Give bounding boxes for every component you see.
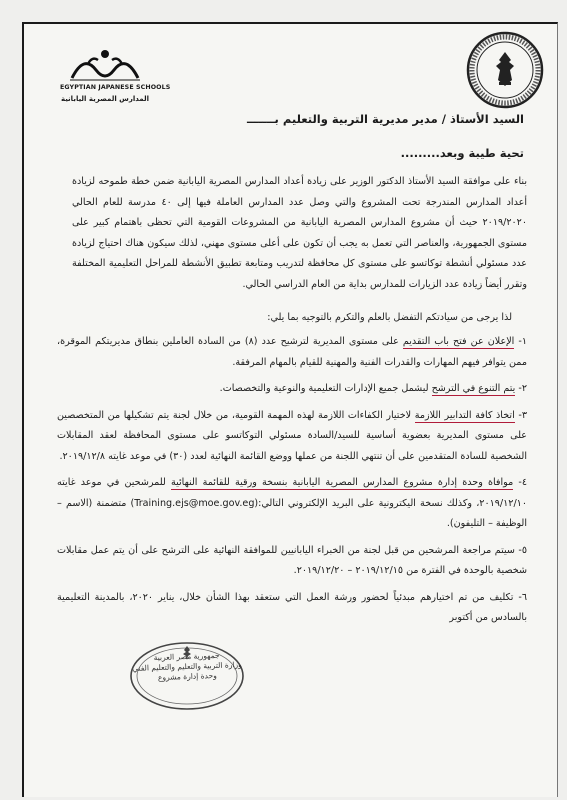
letter-intro: لذا يرجى من سيادتكم التفضل بالعلم والتكرم بالتوجيه بما يلي: (267, 312, 512, 323)
item-text: لاختيار الكفاءات اللازمة لهذه المهمة القومية، من خلال لجنة يتم تشكيلها من المتخصصين على مستوى المديرية بعضوية أساسية للسيد/السادة مسئولي التوكاتسو على مستوى المحافظة لعقد المقابلات الشخصية للسادة المتقدمين على أن تنتهي اللجنة من عملها ووضع القائمة النهائية لعدد (٣٠) في موعد غايته ٢٠١٩/١٢/٨. (57, 409, 527, 462)
item-number: ٢- (515, 383, 527, 394)
letter-greeting: تحية طيبة وبعد......... (400, 146, 524, 160)
stamp-line-2: وزارة التربية والتعليم والتعليم الفني (132, 660, 242, 673)
contact-email: (Training.ejs@moe.gov.eg) (130, 497, 259, 509)
item-underlined-text: الإعلان عن فتح باب التقديم (402, 336, 515, 347)
item-text-suffix: متضمنة (الاسم – الوظيفة – التليفون). (57, 497, 527, 529)
item-number: ٤- (513, 477, 527, 488)
list-item (57, 332, 527, 373)
letter-body: بناء على موافقة السيد الأستاذ الدكتور الوزير على زيادة أعداد المدارس المصرية اليابانية ضمن خطة طموحه لزيادة أعداد المدارس المندرجة تحت المشروع والتي وصل عدد المدارس العاملة فيها إلى ٤٠ مدرسة للعام الحالي ٢٠١٩/٢٠٢٠ حيث أن مشروع المدارس المصرية اليابانية من المشروعات القومية التي تحظى باهتمام كبير على مستوى الجمهورية، والعناصر التي تعمل به يجب أن تكون على أعلى مستوى مهني، لذلك سيكون هناك احتياج لزيادة عدد مسئولي أنشطة توكاتسو على مستوى كل محافظة لتدريب ومتابعة تطبيق الأنشطة للمراحل التعليمية المختلفة وتقرر أيضاً زيادة عدد الزيارات للمدارس بداية من العام الدراسي الحالي. (72, 176, 527, 290)
item-underlined-text: اتخاذ كافة التدابير اللازمة (414, 409, 515, 421)
stamp-line-1: جمهورية مصر العربية (153, 650, 220, 663)
list-item (57, 379, 527, 400)
item-text: للمرشحين في موعد غايته ٢٠١٩/١٢/١٠، وكذلك نسخة اليكترونية على البريد الإلكتروني التالي: (57, 477, 527, 509)
official-stamp (128, 640, 246, 712)
ejs-logo-icon (60, 44, 150, 82)
item-number: ٣- (514, 409, 527, 421)
ejs-logo (60, 44, 171, 104)
item-text: سيتم مراجعة المرشحين من قبل لجنة من الخبراء اليابانيين للموافقة النهائية على الترشح على أن يتم عمل مقابلات شخصية بالوحدة في الفترة من ٢٠١٩/١٢/١٥ – ٢٠١٩/١٢/٢٠. (57, 544, 527, 576)
list-item (57, 406, 527, 468)
item-number: ٦- (513, 591, 527, 603)
item-text: ليشمل جميع الإدارات التعليمية والنوعية والتخصصات. (219, 383, 432, 394)
letter-addressee: السيد الأستاذ / مدير مديرية التربية والتعليم بـــــــ (247, 112, 524, 126)
item-underlined-text: يتم التنوع في الترشح (431, 383, 516, 394)
item-number: ١- (514, 336, 527, 347)
list-item (57, 588, 527, 629)
item-text: على مستوى المديرية لترشيح عدد (٨) من السادة العاملين بنطاق مديريتكم الموقرة، ممن يتوافر فيهم المهارات والقدرات الفنية والمهنية للقيام بالمهام المرفقة. (57, 336, 527, 368)
list-item (57, 473, 527, 535)
instructions-list (57, 332, 527, 635)
ejs-logo-arabic: المدارس المصرية اليابانية (60, 95, 150, 103)
ejs-logo-english: EGYPTIAN JAPANESE SCHOOLS (60, 84, 171, 91)
item-text: تكليف من تم اختيارهم مبدئياً لحضور ورشة العمل التي ستعقد بهذا الشأن خلال، يناير ٢٠٢٠، بالمدينة التعليمية بالسادس من أكتوبر (57, 591, 527, 623)
item-underlined-text: موافاة وحدة إدارة مشروع المدارس المصرية اليابانية بنسخة ورقية للقائمة النهائية (170, 477, 514, 488)
item-number: ٥- (514, 544, 528, 556)
stamp-text (128, 650, 247, 684)
list-item (57, 541, 527, 582)
ministry-of-education-seal-icon (465, 30, 545, 110)
stamp-line-3: وحدة إدارة مشروع (157, 670, 217, 683)
